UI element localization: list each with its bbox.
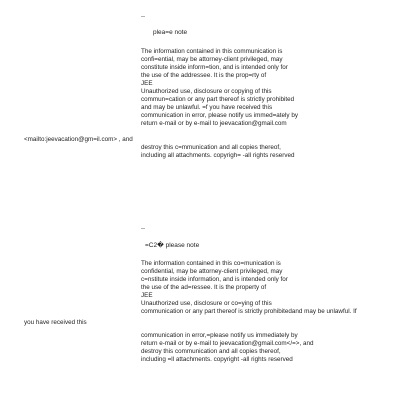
disclaimer-line: communication in error, please notify us immed=ately by (141, 112, 298, 119)
disclaimer-line: The information contained in this co=munication is (141, 260, 281, 267)
disclaimer-line: return e-mail or by e-mail to jeevacation@gmail.com</=>, and (141, 340, 314, 347)
disclaimer-line: and may be unlawful. =f you have received this (141, 104, 273, 111)
disclaimer-line: constitute inside inform=tion, and is intended only for (141, 64, 288, 71)
disclaimer-line: including =ll attachments. copyright -all rights reserved (141, 356, 293, 363)
please-note-heading: =C2� please note (145, 242, 200, 249)
disclaimer-line: JEE (141, 292, 153, 299)
left-fragment-line: you have received this (24, 319, 87, 326)
disclaimer-line: the use of the ad=ressee. It is the property of (141, 284, 267, 291)
signature-separator: -- (141, 226, 145, 232)
disclaimer-line: communication in error,=please notify us immediately by (141, 332, 298, 339)
disclaimer-line: destroy this c=mmunication and all copies thereof, (141, 144, 281, 151)
disclaimer-line: Unauthorized use, disclosure or co=ying of this (141, 300, 272, 307)
disclaimer-line: return e-mail or by e-mail to jeevacation@gmail.com (141, 120, 287, 127)
disclaimer-line: Unauthorized use, disclosure or copying of this (141, 88, 272, 95)
disclaimer-line: including all attachments. copyrigh= -all rights reserved (141, 152, 295, 159)
signature-separator: -- (141, 14, 145, 20)
disclaimer-line: the use of the addressee. It is the prop=rty of (141, 72, 267, 79)
disclaimer-line: confi=ential, may be attorney-client privileged, may (141, 56, 283, 63)
disclaimer-line: JEE (141, 80, 153, 87)
disclaimer-line: commun=cation or any part thereof is strictly prohibited (141, 96, 295, 103)
mailto-line: <mailto:jeevacation@gm=il.com> , and (24, 136, 133, 143)
disclaimer-line: c=nstitute inside information, and is intended only for (141, 276, 288, 283)
disclaimer-line: The information contained in this communication is (141, 48, 283, 55)
please-note-heading: plea=e note (153, 29, 188, 36)
disclaimer-line: communication or any part thereof is strictly prohibitedand may be unlawful. If (141, 308, 357, 315)
disclaimer-line: confidential, may be attorney-client privileged, may (141, 268, 283, 275)
disclaimer-line: destroy this communication and all copies thereof, (141, 348, 281, 355)
